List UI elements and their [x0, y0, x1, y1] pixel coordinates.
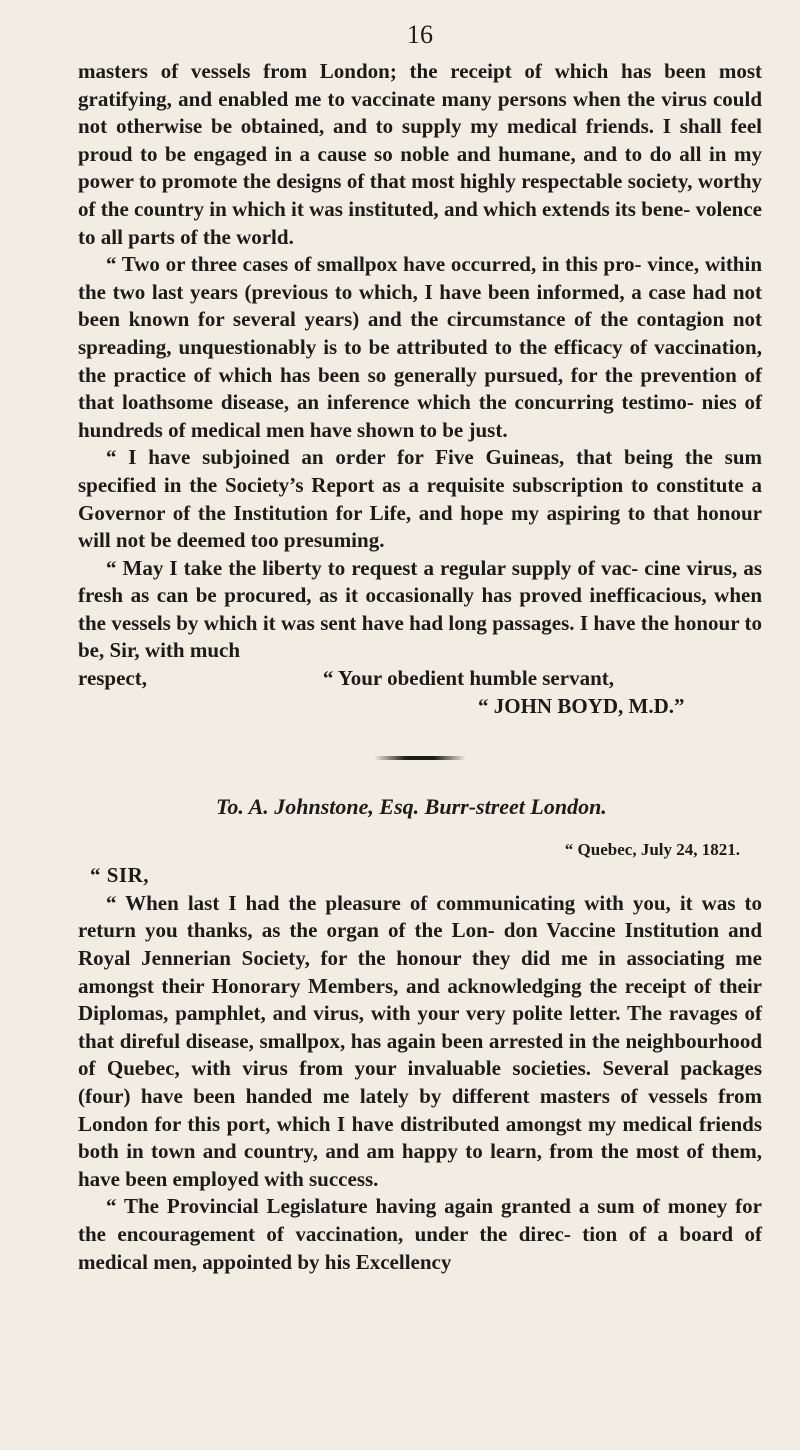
letter-dateline: “ Quebec, July 24, 1821. [564, 840, 740, 860]
paragraph: “ The Provincial Legislature having again granted a sum of money for the encouragement of vaccination, under the direc- tion of a board of medical men, appointed by his Excellency [78, 1194, 762, 1274]
closing-respect: respect, [78, 666, 147, 691]
letter-boyd [78, 58, 762, 665]
paragraph: “ I have subjoined an order for Five Guineas, that being the sum specified in the Society’s Report as a requisite subscription to constitute a Governor of the Institution for Life, and hope my aspiring to that honour will not be deemed too presuming. [78, 445, 762, 553]
paragraph: “ Two or three cases of smallpox have occurred, in this pro- vince, within the two last years (previous to which, I have been informed, a case had not been known for several years) and the circumstance of the contagion not spreading, unquestionably is to be attributed to the efficacy of vaccination, the practice of which has been so generally pursued, for the prevention of that loathsome disease, an inference which the concurring testimo- nies of hundreds of medical men have shown to be just. [78, 252, 762, 442]
letter-address-header: To. A. Johnstone, Esq. Burr-street London. [216, 794, 607, 820]
salutation: “ SIR, [90, 863, 150, 888]
closing-valediction: “ Your obedient humble servant, [322, 666, 614, 691]
section-divider [374, 756, 466, 760]
signature: “ JOHN BOYD, M.D.” [478, 693, 685, 718]
letter-quebec [78, 890, 762, 1276]
letter-closing [78, 665, 762, 693]
page-number: 16 [407, 20, 433, 49]
paragraph: “ May I take the liberty to request a regular supply of vac- cine virus, as fresh as can be procured, as it occasionally has proved inefficacious, when the vessels by which it was sent have had long passages. I have the honour to be, Sir, with much [78, 555, 762, 663]
paragraph: masters of vessels from London; the receipt of which has been most gratifying, and enabled me to vaccinate many persons when the virus could not otherwise be obtained, and to supply my medical friends. I shall feel proud to be engaged in a cause so noble and humane, and to do all in my power to promote the designs of that most highly respectable society, worthy of the country in which it was instituted, and which extends its bene- volence to all parts of the world. [78, 59, 762, 249]
paragraph: “ When last I had the pleasure of communicating with you, it was to return you thanks, as the organ of the Lon- don Vaccine Institution and Royal Jennerian Society, for the honour they did me in associating me amongst their Honorary Members, and acknowledging the receipt of their Diplomas, pamphlet, and virus, with your very polite letter. The ravages of that direful disease, smallpox, has again been arrested in the neighbourhood of Quebec, with virus from your invaluable societies. Several packages (four) have been handed me lately by different masters of vessels from London for this port, which I have distributed amongst my medical friends both in town and country, and am happy to learn, from the most of them, have been employed with success. [78, 890, 762, 1191]
